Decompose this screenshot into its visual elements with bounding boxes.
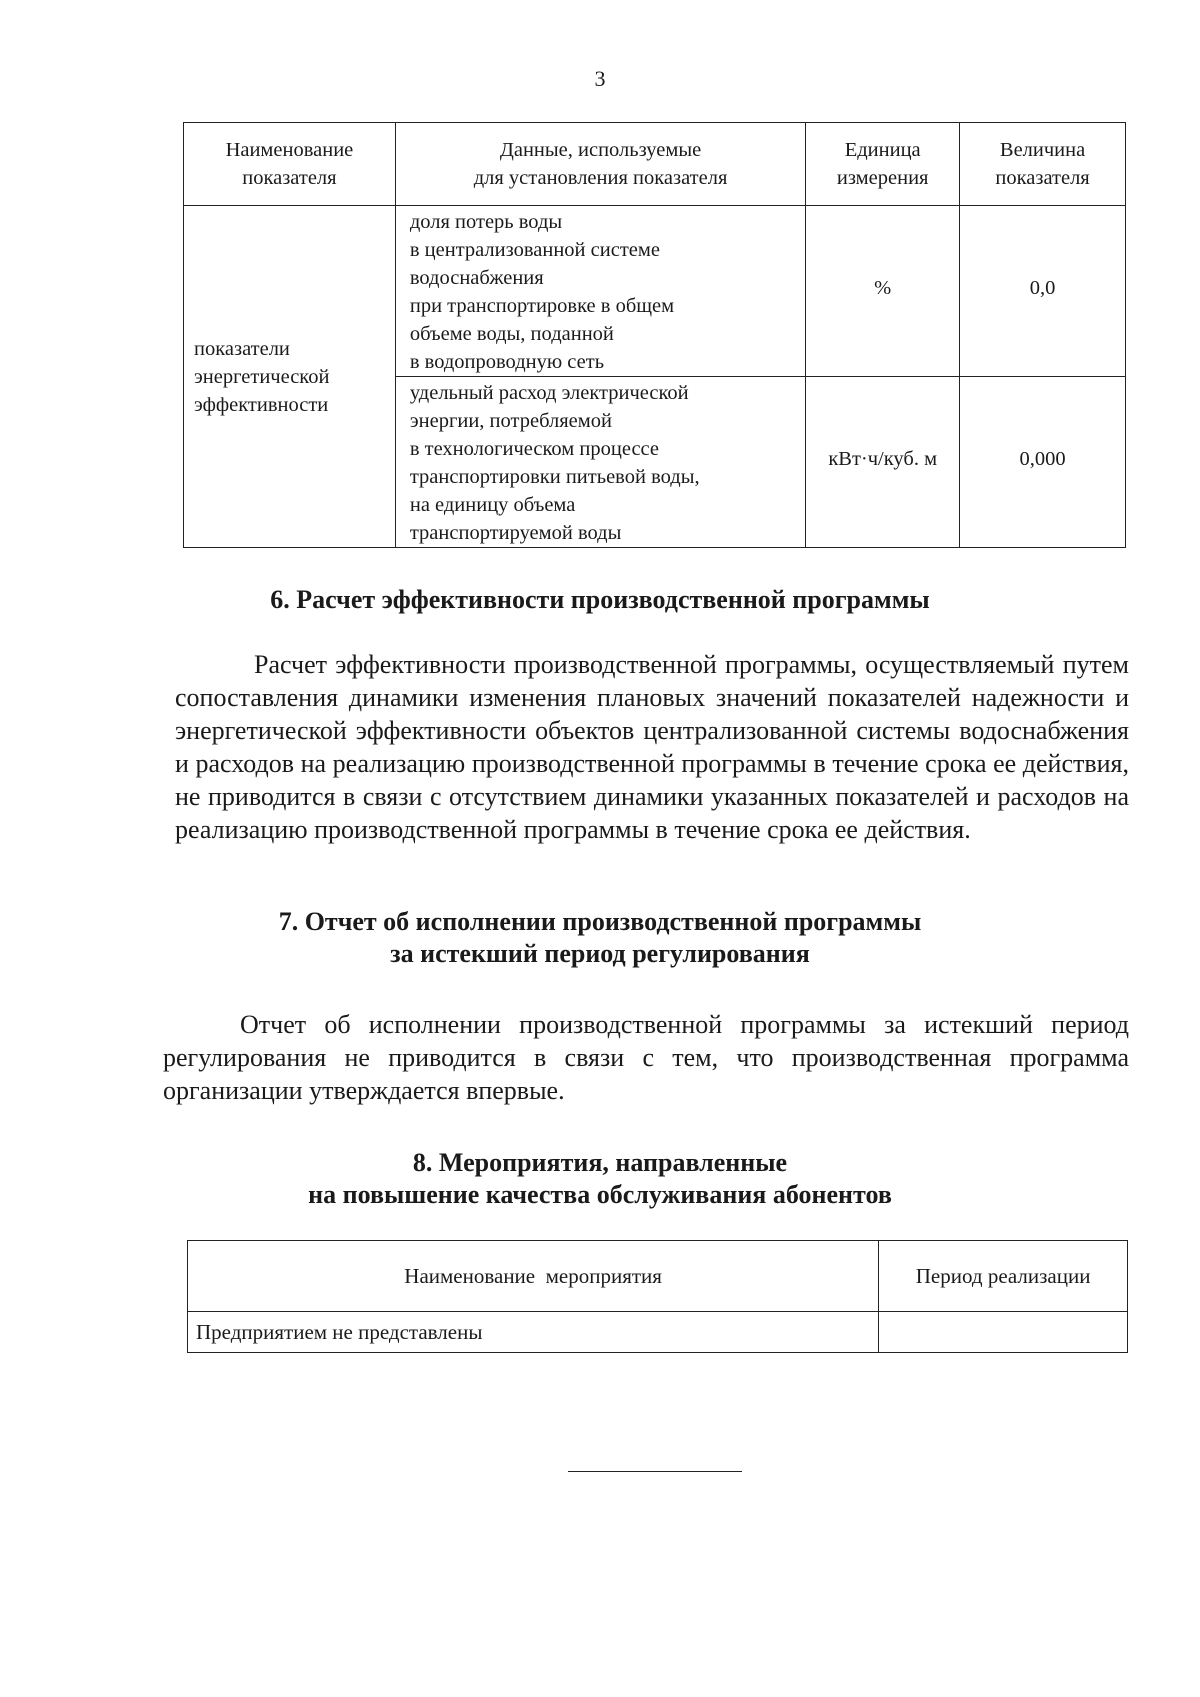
indicator-group-name: показатели энергетической эффективности [184, 206, 396, 548]
data-cell-water-loss: доля потерь воды в централизованной системе водоснабжения при транспортировке в общем объеме воды, поданной в водопроводную сеть [395, 206, 805, 377]
section-6-paragraph: Расчет эффективности производственной программы, осуществляемый путем сопоставления динамики изменения плановых значений показателей надежности и энергетической эффективности объектов централизованной системы водоснабжения и расходов на реализацию производственной программы в течение срока ее действия, не приводится в связи с отсутствием динамики указанных показателей и расходов на реализацию производственной программы в течение срока ее действия. [175, 650, 1129, 844]
header-data-used: Данные, используемые для установления показателя [395, 123, 805, 206]
value-cell: 0,000 [960, 377, 1126, 548]
section-8-title: 8. Мероприятия, направленные на повышение качества обслуживания абонентов [308, 1148, 892, 1209]
table-header-row [188, 1241, 1128, 1312]
measure-period-cell [879, 1312, 1128, 1353]
unit-cell: % [806, 206, 960, 377]
table-header-row [184, 123, 1126, 206]
table-row [188, 1312, 1128, 1353]
measure-name-cell: Предприятием не представлены [188, 1312, 879, 1353]
section-7-paragraph: Отчет об исполнении производственной программы за истекший период регулирования не приводится в связи с тем, что производственная программа организации утверждается впервые. [163, 1010, 1129, 1105]
header-indicator-name: Наименование показателя [184, 123, 396, 206]
section-7-title: 7. Отчет об исполнении производственной программы за истекший период регулирования [278, 907, 922, 968]
section-6-title: 6. Расчет эффективности производственной программы [270, 585, 930, 614]
page-number: 3 [594, 66, 606, 91]
header-value: Величина показателя [960, 123, 1126, 206]
value-cell: 0,0 [960, 206, 1126, 377]
end-divider [568, 1471, 742, 1472]
header-period: Период реализации [879, 1241, 1128, 1312]
table-row [184, 206, 1126, 377]
header-measure-name: Наименование мероприятия [188, 1241, 879, 1312]
indicators-table [183, 122, 1126, 548]
measures-table [187, 1240, 1128, 1353]
header-unit: Единица измерения [806, 123, 960, 206]
data-cell-energy-consumption: удельный расход электрической энергии, потребляемой в технологическом процессе транспортировки питьевой воды, на единицу объема транспортируемой воды [395, 377, 805, 548]
unit-cell: кВт·ч/куб. м [806, 377, 960, 548]
